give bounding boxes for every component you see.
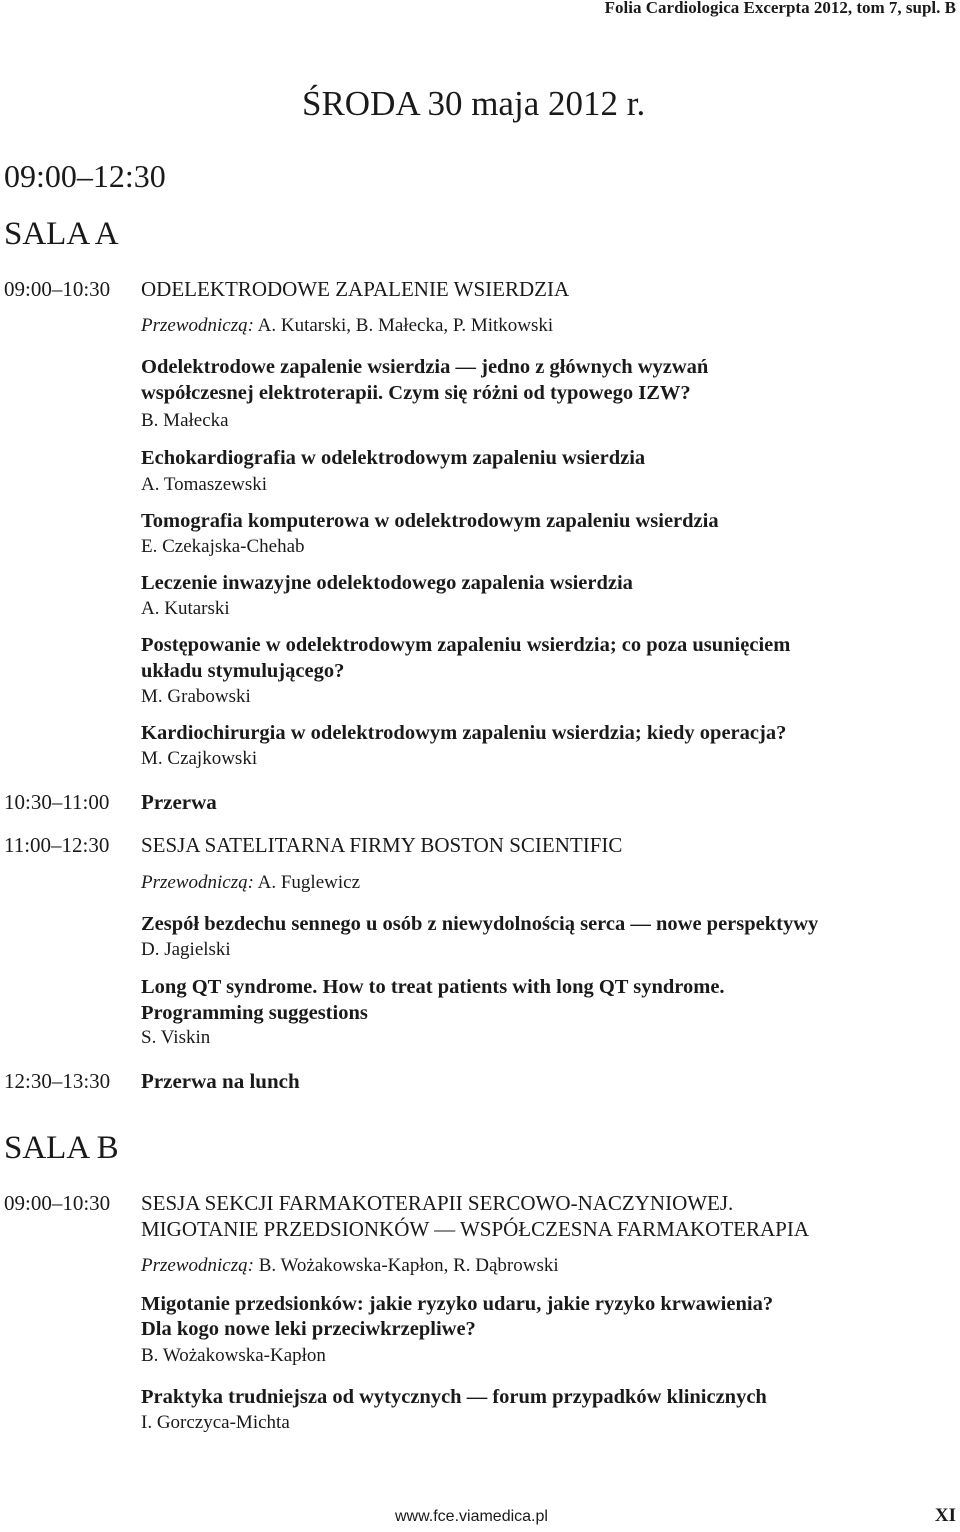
- talk-title: Odelektrodowe zapalenie wsierdzia — jedno z głównych wyzwań: [141, 356, 709, 378]
- talk-speaker: E. Czekajska-Chehab: [141, 536, 305, 557]
- journal-header: Folia Cardiologica Excerpta 2012, tom 7, supl. B: [604, 0, 956, 17]
- talk-speaker: M. Grabowski: [141, 686, 251, 707]
- talk-speaker: B. Małecka: [141, 410, 229, 431]
- session-time: 09:00–10:30: [4, 1191, 111, 1215]
- session-time: 11:00–12:30: [4, 833, 110, 857]
- room-a-heading: SALA A: [4, 216, 119, 252]
- session-chairs: [141, 315, 553, 337]
- page-number: XI: [934, 1505, 956, 1526]
- talk-title: Zespół bezdechu sennego u osób z niewydolnością serca — nowe perspektywy: [141, 913, 819, 935]
- talk-title: współczesnej elektroterapii. Czym się różni od typowego IZW?: [141, 382, 691, 404]
- session-title: MIGOTANIE PRZEDSIONKÓW — WSPÓŁCZESNA FARMAKOTERAPIA: [141, 1217, 810, 1241]
- talk-speaker: B. Wożakowska-Kapłon: [141, 1345, 326, 1366]
- talk-speaker: M. Czajkowski: [141, 748, 258, 769]
- room-b-heading: SALA B: [4, 1130, 119, 1166]
- break-label: Przerwa na lunch: [141, 1069, 300, 1093]
- talk-title: układu stymulującego?: [141, 660, 345, 682]
- session-title: ODELEKTRODOWE ZAPALENIE WSIERDZIA: [141, 277, 570, 301]
- talk-speaker: A. Tomaszewski: [141, 474, 268, 495]
- talk-title: Praktyka trudniejsza od wytycznych — forum przypadków klinicznych: [141, 1386, 767, 1408]
- talk-title: Long QT syndrome. How to treat patients with long QT syndrome.: [141, 976, 725, 998]
- talk-title: Dla kogo nowe leki przeciwkrzepliwe?: [141, 1318, 476, 1340]
- session-chairs: [141, 1255, 559, 1277]
- session-title: SESJA SATELITARNA FIRMY BOSTON SCIENTIFIC: [141, 833, 623, 857]
- block-time: 09:00–12:30: [4, 158, 166, 194]
- talk-speaker: I. Gorczyca-Michta: [141, 1412, 290, 1433]
- chairs-names: B. Wożakowska-Kapłon, R. Dąbrowski: [253, 1255, 559, 1276]
- talk-title: Leczenie inwazyjne odelektodowego zapalenia wsierdzia: [141, 572, 633, 594]
- talk-title: Migotanie przedsionków: jakie ryzyko udaru, jakie ryzyko krwawienia?: [141, 1293, 774, 1315]
- day-title: ŚRODA 30 maja 2012 r.: [302, 84, 646, 123]
- talk-title: Tomografia komputerowa w odelektrodowym zapaleniu wsierdzia: [141, 510, 719, 532]
- talk-speaker: S. Viskin: [141, 1027, 211, 1048]
- chairs-label: Przewodniczą:: [141, 872, 254, 893]
- chairs-names: A. Kutarski, B. Małecka, P. Mitkowski: [253, 315, 554, 336]
- talk-title: Echokardiografia w odelektrodowym zapaleniu wsierdzia: [141, 447, 646, 469]
- talk-title: Postępowanie w odelektrodowym zapaleniu wsierdzia; co poza usunięciem: [141, 634, 791, 656]
- break-time: 12:30–13:30: [4, 1069, 111, 1093]
- break-label: Przerwa: [141, 790, 217, 814]
- session-time: 09:00–10:30: [4, 277, 111, 301]
- chairs-names: A. Fuglewicz: [253, 872, 361, 893]
- chairs-label: Przewodniczą:: [141, 1255, 254, 1276]
- break-time: 10:30–11:00: [4, 790, 110, 814]
- talk-title: Programming suggestions: [141, 1002, 368, 1024]
- talk-speaker: D. Jagielski: [141, 939, 231, 960]
- footer-url[interactable]: www.fce.viamedica.pl: [395, 1508, 548, 1525]
- talk-title: Kardiochirurgia w odelektrodowym zapaleniu wsierdzia; kiedy operacja?: [141, 722, 787, 744]
- talk-speaker: A. Kutarski: [141, 598, 230, 619]
- chairs-label: Przewodniczą:: [141, 315, 254, 336]
- session-title: SESJA SEKCJI FARMAKOTERAPII SERCOWO-NACZYNIOWEJ.: [141, 1191, 734, 1215]
- session-chairs: [141, 872, 360, 894]
